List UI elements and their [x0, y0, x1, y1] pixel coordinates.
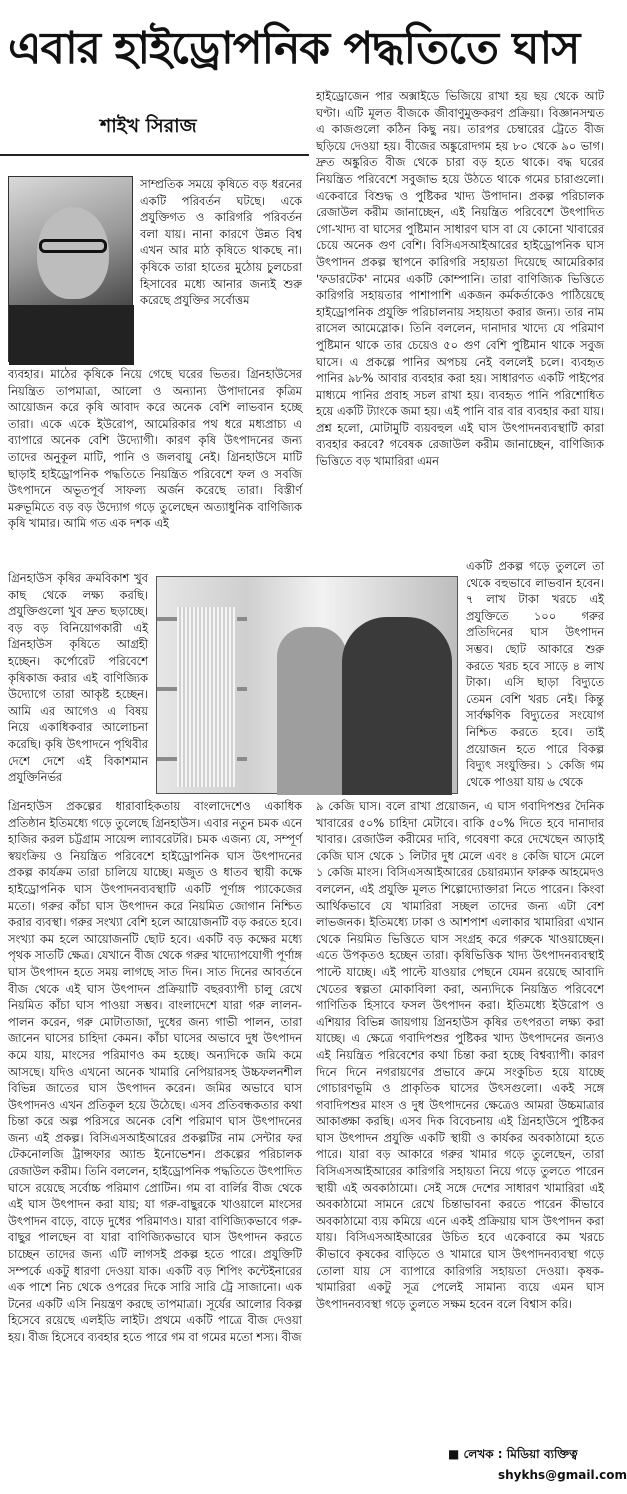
column-left-bottom — [8, 798, 302, 1484]
person-figure — [342, 617, 452, 795]
hydroponic-photo — [156, 576, 458, 794]
column-left-mid — [8, 366, 302, 571]
person-figure — [277, 627, 347, 795]
byline: শাইখ সিরাজ — [100, 115, 197, 137]
paragraph: ব্যবহার। মাঠের কৃষিকে নিয়ে গেছে ঘরের ভিতর। গ্রিনহাউসের নিয়ন্ত্রিত তাপমাত্রা, আলো ও অন্যান্য উপাদানের কৃত্রিম আয়োজন করে কৃষি আবাদ করে অনেক বেশি লাভবান হচ্ছে তারা। একে একে ইউরোপ, আমেরিকার পথ ধরে মধ্যপ্রাচ্য এ ব্যাপারে অনেক বেশি উদ্যোগী। কারণ কৃষি উৎপাদনের জন্য তাদের অনুকূল মাটি, পানি ও জলবায়ু নেই। গ্রিনহাউসে মাটি ছাড়াই হাইড্রোপনিক পদ্ধতিতে নিয়ন্ত্রিত পরিবেশে ফল ও সবজি উৎপাদনে অভূতপূর্ব সাফল্য অর্জন করেছে তারা। বিস্তীর্ণ মরুভূমিতে বড় বড় উদ্যোগ গড়ে তুলেছেন অত্যাধুনিক বাণিজ্যিক কৃষি খামার। আমি গত এক দশক এই — [8, 367, 302, 531]
author-email: shykhs@gmail.com — [498, 1468, 627, 1482]
author-photo-shirt — [9, 305, 134, 365]
author-note: ■ লেখক : মিডিয়া ব্যক্তিত্ব — [448, 1447, 578, 1461]
column-right-narrow — [466, 558, 604, 798]
byline-divider — [0, 154, 309, 156]
author-photo — [8, 176, 133, 362]
headline: এবার হাইড্রোপনিক পদ্ধতিতে ঘাস — [8, 23, 580, 74]
grass-tray — [177, 607, 237, 787]
column-left-narrow — [8, 570, 148, 798]
column-left-top — [140, 176, 302, 364]
column-right-bottom — [316, 798, 604, 1434]
paragraph: গ্রিনহাউস প্রকল্পের ধারাবাহিকতায় বাংলাদেশেও একাধিক প্রতিষ্ঠান ইতিমধ্যে গড়ে তুলেছে গ্রিনহাউস। এবার নতুন চমক এনে হাজির করল চট্টগ্রাম সায়েন্স ল্যাবরেটরি। চমক এজন্য যে, সম্পূর্ণ স্বয়ংক্রিয় ও নিয়ন্ত্রিত পরিবেশে হাইড্রোপনিক ঘাস উৎপাদনের প্রকল্প কার্যক্রম তারা চালিয়ে যাচ্ছে। মজুত ও ধাতব স্থায়ী কক্ষে হাইড্রোপনিক ঘাস উৎপাদনব্যবস্থাটি একটি পূর্ণাঙ্গ প্যাকেজের মতো। গরুর কাঁচা ঘাস উৎপাদন করে নিয়মিত জোগান নিশ্চিত করার ব্যবস্থা। গরুর সংখ্যা বেশি হলে আয়োজনটি বড় করতে হবে। সংখ্যা কম হলে আয়োজনটি ছোট হবে। একটি বড় কক্ষের মধ্যে পৃথক সাতটি ক্ষেত্র। যেখানে বীজ থেকে গরুর খাদ্যোপযোগী পূর্ণাঙ্গ ঘাস উৎপাদন হতে সময় লাগছে সাত দিন। সাত দিনের আবর্তনে বীজ থেকে এই ঘাস উৎপাদন প্রক্রিয়াটি বছরব্যাপী চালু রেখে নিয়মিত কাঁচা ঘাস পাওয়া সম্ভব। বাংলাদেশে যারা গরু লালন-পালন করেন, গরু মোটাতাজা, দুধের জন্য গাভী পালন, তারা জানেন ঘাসের চাহিদা কেমন। কাঁচা ঘাসের অভাবে দুধ উৎপাদন কমে যায়, মাংসের পরিমাণও কম হচ্ছে। অন্যদিকে জমি কমে আসছে। যদিও এখনো অনেক খামারি নেপিয়ারসহ উচ্চফলনশীল বিভিন্ন জাতের ঘাস উৎপাদন করেন। জমির অভাবে ঘাস উৎপাদনও এখন প্রতিকূল হয়ে উঠেছে। এসব প্রতিবন্ধকতার কথা চিন্তা করে অল্প পরিসরে অনেক বেশি পরিমাণ ঘাস উৎপাদনের জন্য এই প্রকল্প। বিসিএসআইআরের প্রকল্পটির নাম সেন্টার ফর টেকনোলজি ট্রান্সফার অ্যান্ড ইনোভেশন। প্রকল্পের পরিচালক রেজাউল করীম। তিনি বললেন, হাইড্রোপনিক পদ্ধতিতে উৎপাদিত ঘাসে রয়েছে সর্বোচ্চ পরিমাণ প্রোটিন। গম বা বার্লির বীজ থেকে এই ঘাস উৎপাদন করা যায়; যা গরু-বাছুরকে খাওয়ালে মাংসের উৎপাদন বাড়ে, বাড়ে দুধের পরিমাণও। যারা বাণিজ্যিকভাবে গরু-বাছুর পালছেন বা যারা বাণিজ্যিকভাবে ঘাস উৎপাদন করতে চাচ্ছেন তাদের জন্য এটি লাগসই প্রকল্প হতে পারে। প্রযুক্তিটি সম্পর্কে একটু ধারণা দেওয়া যাক। একটি বড় শিপিং কন্টেইনারের এক পাশে নিচ থেকে ওপরের দিকে সারি সারি ট্রে সাজানো। এক টনের একটি এসি নিয়ন্ত্রণ করছে তাপমাত্রা। সূর্যের আলোর বিকল্প হিসেবে রয়েছে এলইডি লাইট। প্রথমে একটি পাত্রে বীজ দেওয়া হয়। বীজ হিসেবে ব্যবহার হতে পারে গম বা গমের মতো শস্য। বীজ — [8, 799, 302, 1344]
paragraph: গ্রিনহাউস কৃষির ক্রমবিকাশ খুব কাছ থেকে লক্ষ্য করছি। প্রযুক্তিগুলো খুব দ্রুত ছড়াচ্ছে। বড় বড় বিনিয়োগকারী এই গ্রিনহাউস কৃষিতে আগ্রহী হচ্ছেন। কর্পোরেট পরিবেশে কৃষিকাজ করার এই বাণিজ্যিক উদ্যোগে তারা আকৃষ্ট হচ্ছেন। আমি এর আগেও এ বিষয় নিয়ে একাধিকবার আলোচনা করেছি। কৃষি উৎপাদনে পৃথিবীর দেশে দেশে এই বিকাশমান প্রযুক্তিনির্ভর — [8, 571, 148, 785]
author-photo-face — [37, 207, 109, 299]
author-photo-glasses — [39, 239, 107, 253]
paragraph: ৯ কেজি ঘাস। বলে রাখা প্রয়োজন, এ ঘাস গবাদিপশুর দৈনিক খাবারের ৫০% চাহিদা মেটাবে। বাকি ৫০% দিতে হবে দানাদার খাবার। রেজাউল করীমের দাবি, গবেষণা করে দেখেছেন আড়াই কেজি ঘাস থেকে ১ লিটার দুধ মেলে এবং ৪ কেজি ঘাসে মেলে ১ কেজি মাংস। বিসিএসআইআরের চেয়ারম্যান ফারুক আহমেদও বললেন, এই প্রযুক্তি মূলত শিল্পোদ্যোক্তারা নিতে পারেন। কিংবা আর্থিকভাবে যে খামারিরা সচ্ছল তাদের জন্য এটা বেশ লাভজনক। ইতিমধ্যে ঢাকা ও আশপাশ এলাকার খামারিরা এখান থেকে নিয়মিত ভিত্তিতে ঘাস সংগ্রহ করে গরুকে খাওয়াচ্ছেন। এতে উপকৃতও হচ্ছেন তারা। কৃষিভিত্তিক খাদ্য উৎপাদনব্যবস্থাই পাল্টে যাচ্ছে। এই পাল্টে যাওয়ার পেছনে যেমন রয়েছে আবাদি খেতের স্বল্পতা মোকাবিলা করা, অন্যদিকে নিয়ন্ত্রিত পরিবেশে গাণিতিক হিসাবে ফসল উৎপাদন করা। ইতিমধ্যে ইউরোপ ও এশিয়ার বিভিন্ন জায়গায় গ্রিনহাউস কৃষির তৎপরতা লক্ষ্য করা যাচ্ছে। এ ক্ষেত্রে গবাদিপশুর পুষ্টিকর খাদ্য উৎপাদনের জন্যও এই নিয়ন্ত্রিত পরিবেশের কথা চিন্তা করা হচ্ছে বিশ্বব্যাপী। কারণ দিনে দিনে নগরায়ণের প্রভাবে ক্রমে সংকুচিত হয়ে যাচ্ছে গোচারণভূমি ও প্রাকৃতিক ঘাসের উৎসগুলো। একই সঙ্গে গবাদিপশুর মাংস ও দুধ উৎপাদনের ক্ষেত্রেও আমরা উচ্চমাত্রার আকাঙ্ক্ষা করছি। এসব দিক বিবেচনায় এই গ্রিনহাউসে পুষ্টিকর ঘাস উৎপাদন প্রযুক্তি একটি স্থায়ী ও কার্যকর অবকাঠামো হতে পারে। যারা বড় আকারে গরুর খামার গড়ে তুলেছেন, তারা বিসিএসআইআরের কারিগরি সহায়তা নিয়ে গড়ে তুলতে পারেন স্থায়ী এই অবকাঠামো। সেই সঙ্গে দেশের সাধারণ খামারিরা এই অবকাঠামো সামনে রেখে চিন্তাভাবনা করতে পারেন কীভাবে অবকাঠামো ব্যয় কমিয়ে এনে একই প্রক্রিয়ায় ঘাস উৎপাদন করা যায়। বিসিএসআইআরের উচিত হবে একেবারে কম খরচে কীভাবে কৃষকের বাড়িতে ও খামারে ঘাস উৎপাদনব্যবস্থা গড়ে তোলা যায় সে ব্যাপারে কারিগরি সহায়তা দেওয়া। কৃষক-খামারিরা একটু সূত্র পেলেই সামান্য ব্যয়ে এমন ঘাস উৎপাদনব্যবস্থা গড়ে তুলতে সক্ষম হবেন বলে বিশ্বাস করি। — [316, 799, 604, 1311]
column-right-top — [316, 88, 604, 558]
paragraph: সাম্প্রতিক সময়ে কৃষিতে বড় ধরনের একটি পরিবর্তন ঘটছে। একে প্রযুক্তিগত ও কারিগরি পরিবর্তন বলা যায়। নানা কারণে উন্নত বিশ্ব এখন আর মাঠ কৃষিতে থাকছে না। কৃষিকে তারা হাতের মুঠোয় চুলচেরা হিসাবের মধ্যে আনার জন্যই শুরু করেছে প্রযুক্তির সর্বোত্তম — [140, 177, 302, 308]
paragraph: হাইড্রোজেন পার অক্সাইডে ভিজিয়ে রাখা হয় ছয় থেকে আট ঘণ্টা। এটি মূলত বীজকে জীবাণুমুক্তকরণ প্রক্রিয়া। বিজ্ঞানসম্মত এ কাজগুলো কঠিন কিছু নয়। তারপর চেম্বারের ট্রেতে বীজ ছড়িয়ে দেওয়া হয়। বীজের অঙ্কুরোদগম হয় ৮০ থেকে ৯০ ভাগ। দ্রুত অঙ্কুরিত বীজ থেকে চারা বড় হতে থাকে। বদ্ধ ঘরের নিয়ন্ত্রিত পরিবেশে সবুজাভ হয়ে উঠতে থাকে গমের চারাগুলো। একেবারে বিশুদ্ধ ও পুষ্টিকর খাদ্য উপাদান। প্রকল্প পরিচালক রেজাউল করীম জানাচ্ছেন, এই নিয়ন্ত্রিত পরিবেশে উৎপাদিত গো-খাদ্য বা ঘাসের পুষ্টিমান সাধারণ ঘাস বা যে কোনো খাবারের চেয়ে অনেক গুণ বেশি। বিসিএসআইআরের হাইড্রোপনিক ঘাস উৎপাদন প্রকল্প স্থাপনে কারিগরি সহায়তা দিয়েছে আমেরিকার 'ফডারটেক' নামের একটি কোম্পানি। তারা বাণিজ্যিক ভিত্তিতে কারিগরি সহায়তার পাশাপাশি একজন কর্মকর্তাকেও পাঠিয়েছে হাইড্রোপনিক প্রযুক্তি পরিচালনায় সহায়তা করার জন্য। তার নাম রাসেল আমেস্লোক। তিনি বললেন, দানাদার খাদ্যে যে পরিমাণ পুষ্টিমান থাকে তার চেয়েও ৫০ গুণ বেশি পুষ্টিমান থাকে সবুজ ঘাসে। এ প্রকল্পে পানির অপচয় নেই বললেই চলে। ব্যবহৃত পানির ৯৮% আবার ব্যবহার করা হয়। সাধারণত একটি পাইপের মাধ্যমে পানির প্রবাহ সচল রাখা হয়। ব্যবহৃত পানি পরিশোধিত হয়ে একটি ট্যাংকে জমা হয়। এই পানি বার বার ব্যবহার করা যায়। প্রশ্ন হলো, মোটামুটি ব্যয়বহুল এই ঘাস উৎপাদনব্যবস্থাটি কারা ব্যবহার করবে? গবেষক রেজাউল করীম জানাচ্ছেন, বাণিজ্যিক ভিত্তিতে বড় খামারিরা এমন — [316, 89, 604, 469]
paragraph: একটি প্রকল্প গড়ে তুললে তা থেকে বহুভাবে লাভবান হবেন। ৭ লাখ টাকা খরচে এই প্রযুক্তিতে ১০০ গরুর প্রতিদিনের ঘাস উৎপাদন সম্ভব। ছোট আকারে শুরু করতে খরচ হবে সাড়ে ৪ লাখ টাকা। এসি ছাড়া বিদ্যুতে তেমন বেশি খরচ নেই। কিন্তু সার্বক্ষণিক বিদ্যুতের সংযোগ নিশ্চিত করতে হবে। তাই প্রয়োজন হতে পারে বিকল্প বিদ্যুৎ সংযুক্তির। ১ কেজি গম থেকে পাওয়া যায় ৬ থেকে — [466, 559, 604, 789]
